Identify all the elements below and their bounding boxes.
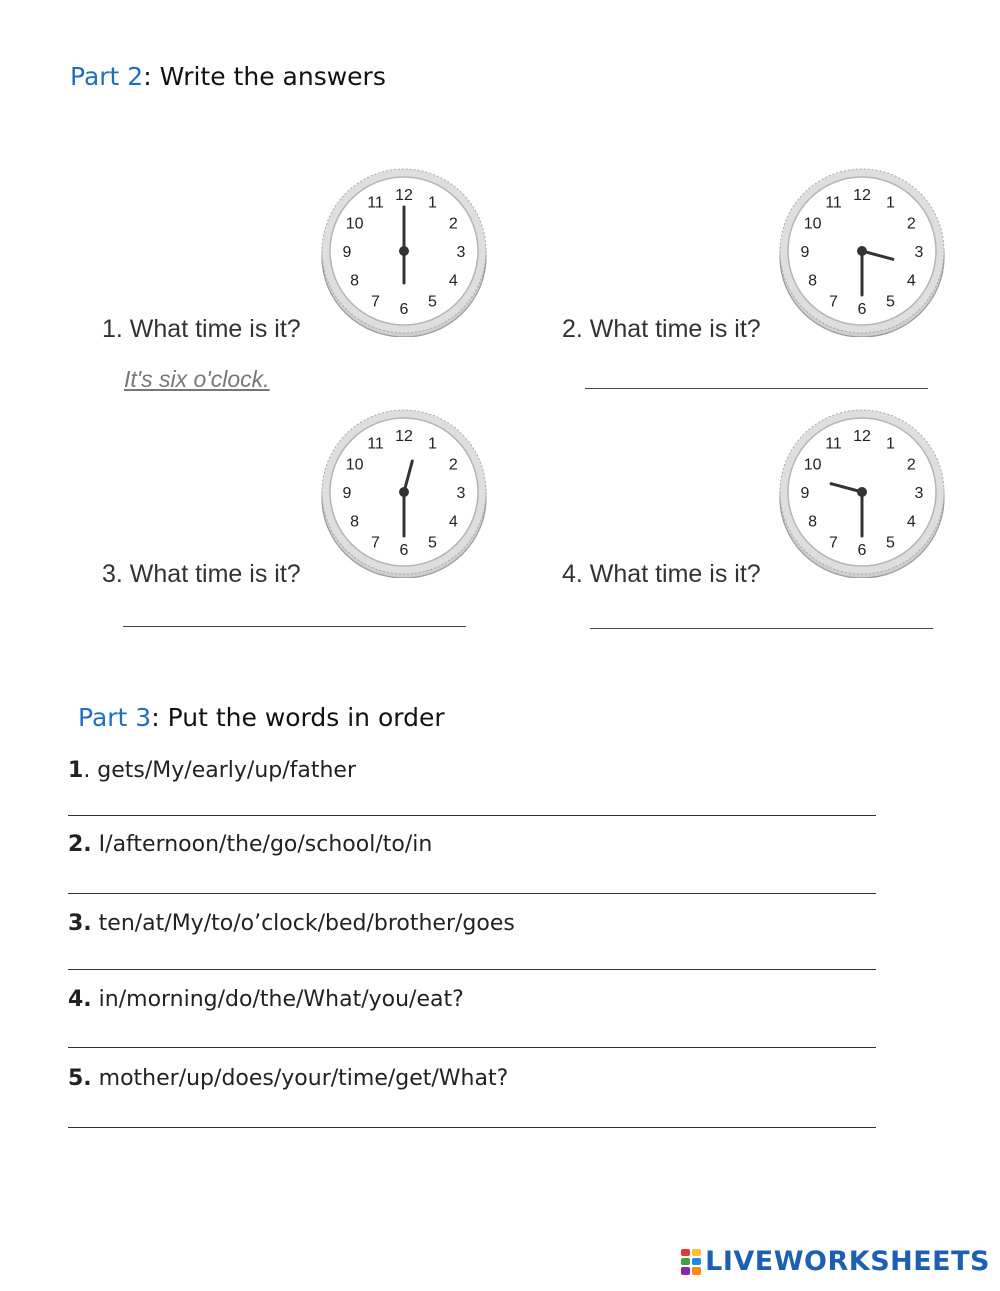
logo-mark-icon: [681, 1249, 701, 1275]
order-item-3-text: ten/at/My/to/o’clock/bed/brother/goes: [91, 911, 515, 936]
order-item-3: [68, 911, 515, 936]
clock-number: 4: [448, 272, 458, 290]
order-item-1: [68, 758, 356, 783]
order-item-5: [68, 1066, 508, 1091]
clock-number: 9: [342, 244, 352, 261]
question-4: 4. What time is it?: [562, 560, 761, 588]
order-item-5-text: mother/up/does/your/time/get/What?: [91, 1066, 509, 1091]
clock-number: 10: [803, 215, 822, 233]
order-answer-1-line[interactable]: [68, 815, 876, 816]
order-answer-4-line[interactable]: [68, 1047, 876, 1048]
order-answer-3-line[interactable]: [68, 969, 876, 970]
clock-number: 7: [829, 534, 838, 552]
answer-1: It's six o'clock.: [124, 366, 270, 392]
order-item-3-num: 3.: [68, 911, 92, 936]
part3-colon: :: [151, 703, 160, 732]
clock-number: 3: [914, 485, 924, 502]
order-item-2-text: I/afternoon/the/go/school/to/in: [91, 832, 433, 857]
part2-title: Write the answers: [159, 62, 386, 91]
clock-number: 8: [808, 272, 818, 290]
clock-number: 4: [906, 513, 916, 531]
clock-number: 6: [857, 301, 867, 318]
clock-number: 7: [371, 293, 380, 311]
clock-number: 1: [428, 194, 437, 212]
question-3: 3. What time is it?: [102, 560, 301, 588]
order-item-1-text: . gets/My/early/up/father: [83, 758, 357, 783]
clock-center: [857, 246, 867, 256]
clock-number: 10: [345, 215, 364, 233]
clock-number: 11: [825, 194, 842, 212]
logo-text: LIVEWORKSHEETS: [705, 1246, 990, 1277]
logo-square-icon: [692, 1267, 701, 1274]
clock-number: 6: [399, 301, 409, 318]
clock-2: [776, 165, 948, 337]
clock-number: 6: [857, 542, 867, 559]
answer-3-line[interactable]: [123, 626, 466, 627]
logo-square-icon: [681, 1258, 690, 1265]
clock-number: 3: [456, 485, 466, 502]
order-item-4-text: in/morning/do/the/What/you/eat?: [91, 987, 464, 1012]
part3-title: Put the words in order: [167, 703, 445, 732]
clock-number: 3: [456, 244, 466, 261]
part2-label: Part 2: [70, 62, 144, 91]
part3-heading: [78, 703, 445, 732]
clock-number: 7: [829, 293, 838, 311]
clock-number: 5: [886, 293, 895, 311]
liveworksheets-logo: [681, 1246, 990, 1277]
clock-1: [318, 165, 490, 337]
clock-number: 3: [914, 244, 924, 261]
clock-number: 6: [399, 542, 409, 559]
clock-number: 11: [367, 194, 384, 212]
order-item-5-num: 5.: [68, 1066, 92, 1091]
clock-number: 12: [395, 428, 413, 445]
clock-number: 9: [342, 485, 352, 502]
clock-number: 2: [906, 456, 916, 474]
clock-number: 10: [803, 456, 822, 474]
order-answer-5-line[interactable]: [68, 1127, 876, 1128]
clock-number: 8: [350, 272, 360, 290]
clock-number: 9: [800, 485, 810, 502]
logo-square-icon: [692, 1258, 701, 1265]
clock-number: 5: [428, 534, 437, 552]
part2-heading: [70, 62, 386, 91]
order-answer-2-line[interactable]: [68, 893, 876, 894]
clock-number: 5: [886, 534, 895, 552]
clock-number: 5: [428, 293, 437, 311]
order-item-4: [68, 987, 464, 1012]
clock-number: 8: [350, 513, 360, 531]
clock-4: [776, 406, 948, 578]
part3-label: Part 3: [78, 703, 152, 732]
logo-square-icon: [692, 1249, 701, 1256]
clock-center: [857, 487, 867, 497]
part2-colon: :: [143, 62, 152, 91]
answer-2-line[interactable]: [585, 388, 928, 389]
clock-number: 11: [825, 435, 842, 453]
clock-number: 4: [906, 272, 916, 290]
clock-number: 10: [345, 456, 364, 474]
clock-center: [399, 487, 409, 497]
clock-number: 12: [853, 428, 871, 445]
order-item-2-num: 2.: [68, 832, 92, 857]
clock-number: 12: [395, 187, 413, 204]
clock-number: 4: [448, 513, 458, 531]
order-item-4-num: 4.: [68, 987, 92, 1012]
clock-number: 2: [448, 215, 458, 233]
answer-4-line[interactable]: [590, 628, 933, 629]
clock-number: 1: [428, 435, 437, 453]
logo-square-icon: [681, 1249, 690, 1256]
clock-number: 12: [853, 187, 871, 204]
clock-number: 2: [448, 456, 458, 474]
clock-number: 8: [808, 513, 818, 531]
clock-number: 2: [906, 215, 916, 233]
clock-3: [318, 406, 490, 578]
clock-number: 9: [800, 244, 810, 261]
question-2: 2. What time is it?: [562, 315, 761, 343]
clock-number: 7: [371, 534, 380, 552]
clock-number: 1: [886, 435, 895, 453]
order-item-1-num: 1: [68, 758, 84, 783]
clock-center: [399, 246, 409, 256]
clock-number: 1: [886, 194, 895, 212]
question-1: 1. What time is it?: [102, 315, 301, 343]
clock-number: 11: [367, 435, 384, 453]
order-item-2: [68, 832, 432, 857]
logo-square-icon: [681, 1267, 690, 1274]
